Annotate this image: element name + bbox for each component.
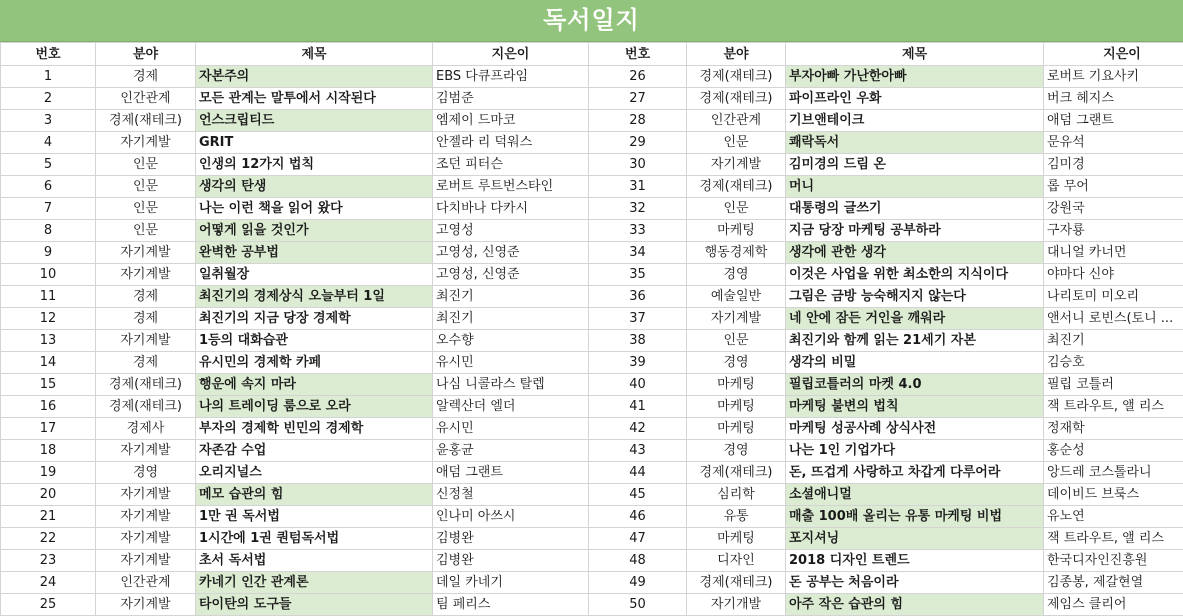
cell-title[interactable]: 최진기와 함께 읽는 21세기 자본 [786, 330, 1044, 352]
cell-title[interactable]: 최진기의 지금 당장 경제학 [196, 308, 433, 330]
cell-number[interactable]: 50 [589, 594, 687, 616]
cell-number[interactable]: 45 [589, 484, 687, 506]
cell-title[interactable]: 나는 1인 기업가다 [786, 440, 1044, 462]
cell-number[interactable]: 4 [1, 132, 96, 154]
cell-number[interactable]: 32 [589, 198, 687, 220]
table-row [1, 418, 1183, 440]
cell-number[interactable]: 27 [589, 88, 687, 110]
table-row [1, 330, 1183, 352]
cell-category[interactable]: 자기계발 [96, 330, 196, 352]
cell-author[interactable]: 김승호 [1044, 352, 1183, 374]
cell-category[interactable]: 인문 [96, 154, 196, 176]
cell-number[interactable]: 2 [1, 88, 96, 110]
cell-category[interactable]: 자기계발 [96, 484, 196, 506]
cell-author[interactable]: 조던 피터슨 [433, 154, 589, 176]
cell-author[interactable]: 신정철 [433, 484, 589, 506]
cell-number[interactable]: 40 [589, 374, 687, 396]
cell-category[interactable]: 경제(재테크) [687, 462, 786, 484]
cell-category[interactable]: 경영 [687, 264, 786, 286]
table-row [1, 374, 1183, 396]
cell-author[interactable]: 앤서니 로빈스(토니 ... [1044, 308, 1183, 330]
cell-title[interactable]: 필립코틀러의 마켓 4.0 [786, 374, 1044, 396]
cell-author[interactable]: 안젤라 리 덕워스 [433, 132, 589, 154]
cell-title[interactable]: 자본주의 [196, 66, 433, 88]
header-row [1, 43, 1183, 66]
cell-category[interactable]: 마케팅 [687, 418, 786, 440]
cell-author[interactable]: 문유석 [1044, 132, 1183, 154]
cell-number[interactable]: 20 [1, 484, 96, 506]
cell-author[interactable]: 김종봉, 제갈현열 [1044, 572, 1183, 594]
cell-number[interactable]: 15 [1, 374, 96, 396]
cell-number[interactable]: 44 [589, 462, 687, 484]
cell-category[interactable]: 마케팅 [687, 374, 786, 396]
header-number[interactable]: 번호 [1, 43, 96, 66]
cell-category[interactable]: 경영 [687, 352, 786, 374]
cell-author[interactable]: 필립 코틀러 [1044, 374, 1183, 396]
cell-author[interactable]: 김병완 [433, 528, 589, 550]
cell-author[interactable]: 애덤 그랜트 [1044, 110, 1183, 132]
cell-category[interactable]: 자기계발 [96, 506, 196, 528]
cell-number[interactable]: 31 [589, 176, 687, 198]
cell-category[interactable]: 경제(재테크) [96, 374, 196, 396]
cell-title[interactable]: 1시간에 1권 퀀텀독서법 [196, 528, 433, 550]
cell-category[interactable]: 경제사 [96, 418, 196, 440]
cell-category[interactable]: 유통 [687, 506, 786, 528]
cell-author[interactable]: 다치바나 다카시 [433, 198, 589, 220]
cell-number[interactable]: 34 [589, 242, 687, 264]
cell-category[interactable]: 마케팅 [687, 396, 786, 418]
cell-author[interactable]: 잭 트라우트, 앨 리스 [1044, 528, 1183, 550]
cell-title[interactable]: 돈, 뜨겁게 사랑하고 차갑게 다루어라 [786, 462, 1044, 484]
cell-author[interactable]: 강원국 [1044, 198, 1183, 220]
cell-author[interactable]: 최진기 [433, 286, 589, 308]
cell-category[interactable]: 행동경제학 [687, 242, 786, 264]
cell-category[interactable]: 자기계발 [96, 264, 196, 286]
cell-author[interactable]: 김병완 [433, 550, 589, 572]
cell-author[interactable]: 제임스 클리어 [1044, 594, 1183, 616]
cell-number[interactable]: 17 [1, 418, 96, 440]
cell-author[interactable]: 홍순성 [1044, 440, 1183, 462]
cell-author[interactable]: 나심 니콜라스 탈렙 [433, 374, 589, 396]
table-row [1, 110, 1183, 132]
cell-author[interactable]: 고영성, 신영준 [433, 242, 589, 264]
table-row [1, 550, 1183, 572]
cell-category[interactable]: 경제(재테크) [687, 66, 786, 88]
cell-number[interactable]: 8 [1, 220, 96, 242]
cell-title[interactable]: 인생의 12가지 법칙 [196, 154, 433, 176]
header-author[interactable]: 지은이 [433, 43, 589, 66]
cell-category[interactable]: 인문 [687, 132, 786, 154]
cell-title[interactable]: 자존감 수업 [196, 440, 433, 462]
cell-category[interactable]: 예술일반 [687, 286, 786, 308]
cell-author[interactable]: 나리토미 미오리 [1044, 286, 1183, 308]
cell-category[interactable]: 자기계발 [687, 154, 786, 176]
table-row [1, 396, 1183, 418]
cell-number[interactable]: 13 [1, 330, 96, 352]
cell-category[interactable]: 인문 [96, 220, 196, 242]
cell-title[interactable]: 1만 권 독서법 [196, 506, 433, 528]
table-row [1, 286, 1183, 308]
cell-category[interactable]: 인문 [687, 330, 786, 352]
header-number[interactable]: 번호 [589, 43, 687, 66]
cell-category[interactable]: 심리학 [687, 484, 786, 506]
table-row [1, 352, 1183, 374]
cell-title[interactable]: 모든 관계는 말투에서 시작된다 [196, 88, 433, 110]
cell-number[interactable]: 36 [589, 286, 687, 308]
cell-title[interactable]: 포지셔닝 [786, 528, 1044, 550]
cell-number[interactable]: 33 [589, 220, 687, 242]
cell-number[interactable]: 37 [589, 308, 687, 330]
cell-author[interactable]: 데일 카네기 [433, 572, 589, 594]
cell-number[interactable]: 23 [1, 550, 96, 572]
header-author[interactable]: 지은이 [1044, 43, 1183, 66]
table-row [1, 66, 1183, 88]
cell-category[interactable]: 인간관계 [96, 88, 196, 110]
cell-title[interactable]: 나의 트레이딩 룸으로 오라 [196, 396, 433, 418]
table-row [1, 594, 1183, 616]
cell-category[interactable]: 자기계발 [96, 550, 196, 572]
cell-author[interactable]: 최진기 [1044, 330, 1183, 352]
cell-author[interactable]: 고영성, 신영준 [433, 264, 589, 286]
cell-title[interactable]: 부자의 경제학 빈민의 경제학 [196, 418, 433, 440]
cell-category[interactable]: 인간관계 [96, 572, 196, 594]
header-category[interactable]: 분야 [687, 43, 786, 66]
cell-category[interactable]: 자기계발 [96, 594, 196, 616]
cell-category[interactable]: 경제(재테크) [687, 88, 786, 110]
cell-category[interactable]: 경제(재테크) [687, 176, 786, 198]
cell-title[interactable]: 타이탄의 도구들 [196, 594, 433, 616]
cell-author[interactable]: 대니얼 카너먼 [1044, 242, 1183, 264]
cell-title[interactable]: 유시민의 경제학 카페 [196, 352, 433, 374]
cell-category[interactable]: 자기계발 [687, 308, 786, 330]
cell-category[interactable]: 자기계발 [96, 132, 196, 154]
cell-number[interactable]: 29 [589, 132, 687, 154]
cell-number[interactable]: 43 [589, 440, 687, 462]
table-row [1, 572, 1183, 594]
cell-author[interactable]: EBS 다큐프라임 [433, 66, 589, 88]
cell-category[interactable]: 자기계발 [96, 242, 196, 264]
cell-number[interactable]: 25 [1, 594, 96, 616]
cell-category[interactable]: 경제 [96, 352, 196, 374]
header-title[interactable]: 제목 [196, 43, 433, 66]
cell-author[interactable]: 로버트 기요사키 [1044, 66, 1183, 88]
cell-title[interactable]: 생각의 탄생 [196, 176, 433, 198]
cell-title[interactable]: 대통령의 글쓰기 [786, 198, 1044, 220]
cell-category[interactable]: 경제 [96, 308, 196, 330]
cell-number[interactable]: 12 [1, 308, 96, 330]
cell-title[interactable]: 오리지널스 [196, 462, 433, 484]
cell-number[interactable]: 49 [589, 572, 687, 594]
cell-author[interactable]: 고영성 [433, 220, 589, 242]
cell-author[interactable]: 잭 트라우트, 앨 리스 [1044, 396, 1183, 418]
table-row [1, 264, 1183, 286]
cell-title[interactable]: 소셜애니멀 [786, 484, 1044, 506]
cell-title[interactable]: 머니 [786, 176, 1044, 198]
table-row [1, 308, 1183, 330]
cell-title[interactable]: 김미경의 드림 온 [786, 154, 1044, 176]
cell-title[interactable]: 2018 디자인 트렌드 [786, 550, 1044, 572]
cell-title[interactable]: 아주 작은 습관의 힘 [786, 594, 1044, 616]
cell-title[interactable]: 1등의 대화습관 [196, 330, 433, 352]
cell-category[interactable]: 디자인 [687, 550, 786, 572]
cell-category[interactable]: 인간관계 [687, 110, 786, 132]
cell-author[interactable]: 김미경 [1044, 154, 1183, 176]
cell-number[interactable]: 47 [589, 528, 687, 550]
cell-title[interactable]: 카네기 인간 관계론 [196, 572, 433, 594]
cell-author[interactable]: 엠제이 드마코 [433, 110, 589, 132]
cell-category[interactable]: 인문 [96, 198, 196, 220]
cell-number[interactable]: 5 [1, 154, 96, 176]
cell-category[interactable]: 자기계발 [96, 440, 196, 462]
cell-number[interactable]: 14 [1, 352, 96, 374]
cell-title[interactable]: 초서 독서법 [196, 550, 433, 572]
header-title[interactable]: 제목 [786, 43, 1044, 66]
cell-number[interactable]: 10 [1, 264, 96, 286]
cell-title[interactable]: 돈 공부는 처음이라 [786, 572, 1044, 594]
header-category[interactable]: 분야 [96, 43, 196, 66]
table-row [1, 484, 1183, 506]
cell-number[interactable]: 48 [589, 550, 687, 572]
cell-author[interactable]: 버크 헤지스 [1044, 88, 1183, 110]
cell-title[interactable]: 마케팅 성공사례 상식사전 [786, 418, 1044, 440]
cell-author[interactable]: 데이비드 브룩스 [1044, 484, 1183, 506]
cell-title[interactable]: 나는 이런 책을 읽어 왔다 [196, 198, 433, 220]
cell-author[interactable]: 애덤 그랜트 [433, 462, 589, 484]
cell-title[interactable]: 쾌락독서 [786, 132, 1044, 154]
cell-title[interactable]: 일취월장 [196, 264, 433, 286]
table-row [1, 506, 1183, 528]
cell-number[interactable]: 9 [1, 242, 96, 264]
cell-category[interactable]: 경영 [96, 462, 196, 484]
cell-number[interactable]: 39 [589, 352, 687, 374]
cell-category[interactable]: 인문 [96, 176, 196, 198]
cell-author[interactable]: 야마다 신야 [1044, 264, 1183, 286]
cell-title[interactable]: 생각의 비밀 [786, 352, 1044, 374]
cell-category[interactable]: 경제 [96, 286, 196, 308]
cell-category[interactable]: 경제 [96, 66, 196, 88]
cell-number[interactable]: 3 [1, 110, 96, 132]
cell-title[interactable]: 기브앤테이크 [786, 110, 1044, 132]
cell-number[interactable]: 46 [589, 506, 687, 528]
cell-number[interactable]: 16 [1, 396, 96, 418]
cell-number[interactable]: 24 [1, 572, 96, 594]
cell-author[interactable]: 최진기 [433, 308, 589, 330]
cell-title[interactable]: 파이프라인 우화 [786, 88, 1044, 110]
table-row [1, 132, 1183, 154]
cell-category[interactable]: 경제(재테크) [96, 110, 196, 132]
cell-number[interactable]: 42 [589, 418, 687, 440]
cell-author[interactable]: 한국디자인진흥원 [1044, 550, 1183, 572]
cell-category[interactable]: 경제(재테크) [96, 396, 196, 418]
cell-author[interactable]: 팀 페리스 [433, 594, 589, 616]
cell-category[interactable]: 자기개발 [687, 594, 786, 616]
cell-title[interactable]: 메모 습관의 힘 [196, 484, 433, 506]
cell-title[interactable]: 지금 당장 마케팅 공부하라 [786, 220, 1044, 242]
cell-number[interactable]: 22 [1, 528, 96, 550]
cell-author[interactable]: 인나미 아쓰시 [433, 506, 589, 528]
cell-category[interactable]: 마케팅 [687, 528, 786, 550]
cell-title[interactable]: 최진기의 경제상식 오늘부터 1일 [196, 286, 433, 308]
cell-title[interactable]: 어떻게 읽을 것인가 [196, 220, 433, 242]
table-row [1, 198, 1183, 220]
table-row [1, 88, 1183, 110]
cell-title[interactable]: 이것은 사업을 위한 최소한의 지식이다 [786, 264, 1044, 286]
cell-title[interactable]: 행운에 속지 마라 [196, 374, 433, 396]
cell-author[interactable]: 정재학 [1044, 418, 1183, 440]
table-row [1, 528, 1183, 550]
cell-category[interactable]: 마케팅 [687, 220, 786, 242]
cell-author[interactable]: 유시민 [433, 352, 589, 374]
cell-category[interactable]: 자기계발 [96, 528, 196, 550]
cell-number[interactable]: 18 [1, 440, 96, 462]
cell-number[interactable]: 11 [1, 286, 96, 308]
cell-number[interactable]: 28 [589, 110, 687, 132]
cell-number[interactable]: 7 [1, 198, 96, 220]
table-row [1, 154, 1183, 176]
cell-author[interactable]: 윤홍균 [433, 440, 589, 462]
cell-title[interactable]: 마케팅 불변의 법칙 [786, 396, 1044, 418]
cell-author[interactable]: 유노연 [1044, 506, 1183, 528]
cell-number[interactable]: 26 [589, 66, 687, 88]
table-row [1, 440, 1183, 462]
cell-author[interactable]: 앙드레 코스톨라니 [1044, 462, 1183, 484]
cell-title[interactable]: GRIT [196, 132, 433, 154]
cell-number[interactable]: 21 [1, 506, 96, 528]
cell-title[interactable]: 완벽한 공부법 [196, 242, 433, 264]
sheet-title: 독서일지 [0, 0, 1183, 42]
cell-number[interactable]: 38 [589, 330, 687, 352]
cell-title[interactable]: 네 안에 잠든 거인을 깨워라 [786, 308, 1044, 330]
cell-title[interactable]: 부자아빠 가난한아빠 [786, 66, 1044, 88]
cell-author[interactable]: 유시민 [433, 418, 589, 440]
cell-author[interactable]: 김범준 [433, 88, 589, 110]
cell-author[interactable]: 알렉산더 엘더 [433, 396, 589, 418]
cell-number[interactable]: 41 [589, 396, 687, 418]
cell-category[interactable]: 인문 [687, 198, 786, 220]
cell-number[interactable]: 19 [1, 462, 96, 484]
cell-author[interactable]: 로버트 루트번스타인 [433, 176, 589, 198]
cell-category[interactable]: 경영 [687, 440, 786, 462]
cell-author[interactable]: 구자룡 [1044, 220, 1183, 242]
cell-author[interactable]: 롭 무어 [1044, 176, 1183, 198]
cell-number[interactable]: 35 [589, 264, 687, 286]
cell-number[interactable]: 1 [1, 66, 96, 88]
cell-title[interactable]: 생각에 관한 생각 [786, 242, 1044, 264]
table-row [1, 242, 1183, 264]
cell-author[interactable]: 오수향 [433, 330, 589, 352]
cell-title[interactable]: 언스크립티드 [196, 110, 433, 132]
cell-number[interactable]: 6 [1, 176, 96, 198]
table-row [1, 462, 1183, 484]
reading-log-table [0, 42, 1183, 616]
table-row [1, 176, 1183, 198]
table-row [1, 220, 1183, 242]
cell-title[interactable]: 그림은 금방 능숙해지지 않는다 [786, 286, 1044, 308]
cell-category[interactable]: 경제(재테크) [687, 572, 786, 594]
cell-number[interactable]: 30 [589, 154, 687, 176]
cell-title[interactable]: 매출 100배 올리는 유통 마케팅 비법 [786, 506, 1044, 528]
